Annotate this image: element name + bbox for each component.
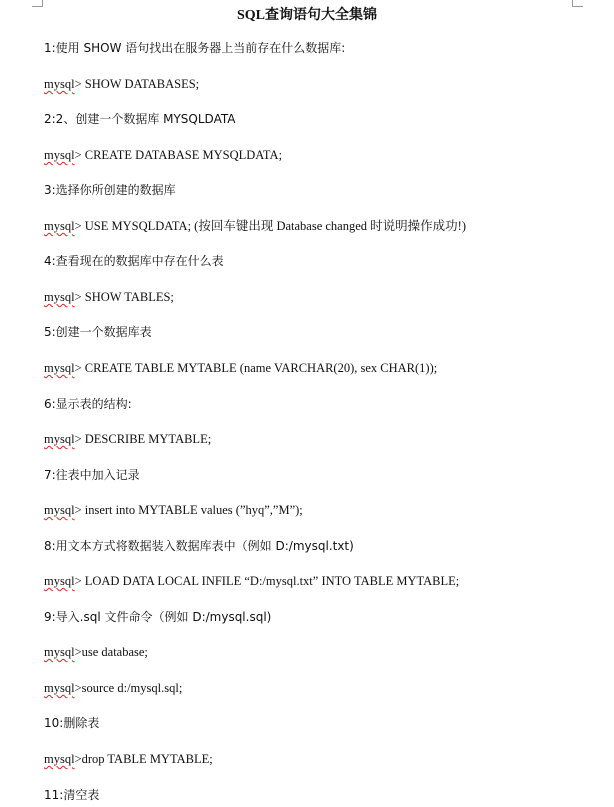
command-text: > SHOW DATABASES; xyxy=(74,77,200,91)
command-line xyxy=(44,573,459,589)
command-text: >source d:/mysql.sql; xyxy=(74,681,183,695)
command-line xyxy=(44,218,466,234)
mysql-prompt: mysql xyxy=(44,148,75,162)
command-text: > SHOW TABLES; xyxy=(74,290,174,304)
command-line xyxy=(44,502,303,518)
command-line xyxy=(44,680,182,696)
mysql-prompt: mysql xyxy=(44,681,75,695)
section-heading: 9:导入.sql 文件命令（例如 D:/mysql.sql) xyxy=(44,610,272,624)
command-text: > insert into MYTABLE values (”hyq”,”M”); xyxy=(74,503,303,517)
section-heading: 4:查看现在的数据库中存在什么表 xyxy=(44,254,224,268)
mysql-prompt: mysql xyxy=(44,77,75,91)
command-line xyxy=(44,76,199,92)
command-line xyxy=(44,431,211,447)
section-heading: 8:用文本方式将数据装入数据库表中（例如 D:/mysql.txt) xyxy=(44,539,354,553)
command-text: > USE MYSQLDATA; (按回车键出现 Database changed 时说明操作成功!) xyxy=(74,219,466,233)
mysql-prompt: mysql xyxy=(44,290,75,304)
section-heading: 7:往表中加入记录 xyxy=(44,468,140,482)
command-line xyxy=(44,644,148,660)
command-line xyxy=(44,360,437,376)
command-text: > LOAD DATA LOCAL INFILE “D:/mysql.txt” INTO TABLE MYTABLE; xyxy=(74,574,460,588)
command-text: > DESCRIBE MYTABLE; xyxy=(74,432,212,446)
mysql-prompt: mysql xyxy=(44,432,75,446)
mysql-prompt: mysql xyxy=(44,219,75,233)
command-line xyxy=(44,751,213,767)
command-text: > CREATE TABLE MYTABLE (name VARCHAR(20), sex CHAR(1)); xyxy=(74,361,438,375)
command-text: > CREATE DATABASE MYSQLDATA; xyxy=(74,148,283,162)
section-heading: 6:显示表的结构: xyxy=(44,397,132,411)
section-heading: 1:使用 SHOW 语句找出在服务器上当前存在什么数据库: xyxy=(44,41,346,55)
mysql-prompt: mysql xyxy=(44,645,75,659)
command-text: >use database; xyxy=(74,645,148,659)
mysql-prompt: mysql xyxy=(44,752,75,766)
mysql-prompt: mysql xyxy=(44,361,75,375)
command-line xyxy=(44,147,282,163)
section-heading: 3:选择你所创建的数据库 xyxy=(44,183,176,197)
section-heading: 5:创建一个数据库表 xyxy=(44,325,152,339)
command-line xyxy=(44,289,174,305)
section-heading: 10:删除表 xyxy=(44,716,100,730)
document-title: SQL查询语句大全集锦 xyxy=(236,8,377,23)
mysql-prompt: mysql xyxy=(44,574,75,588)
section-heading: 2:2、创建一个数据库 MYSQLDATA xyxy=(44,112,236,126)
section-heading: 11:清空表 xyxy=(44,788,100,802)
command-text: >drop TABLE MYTABLE; xyxy=(74,752,213,766)
mysql-prompt: mysql xyxy=(44,503,75,517)
